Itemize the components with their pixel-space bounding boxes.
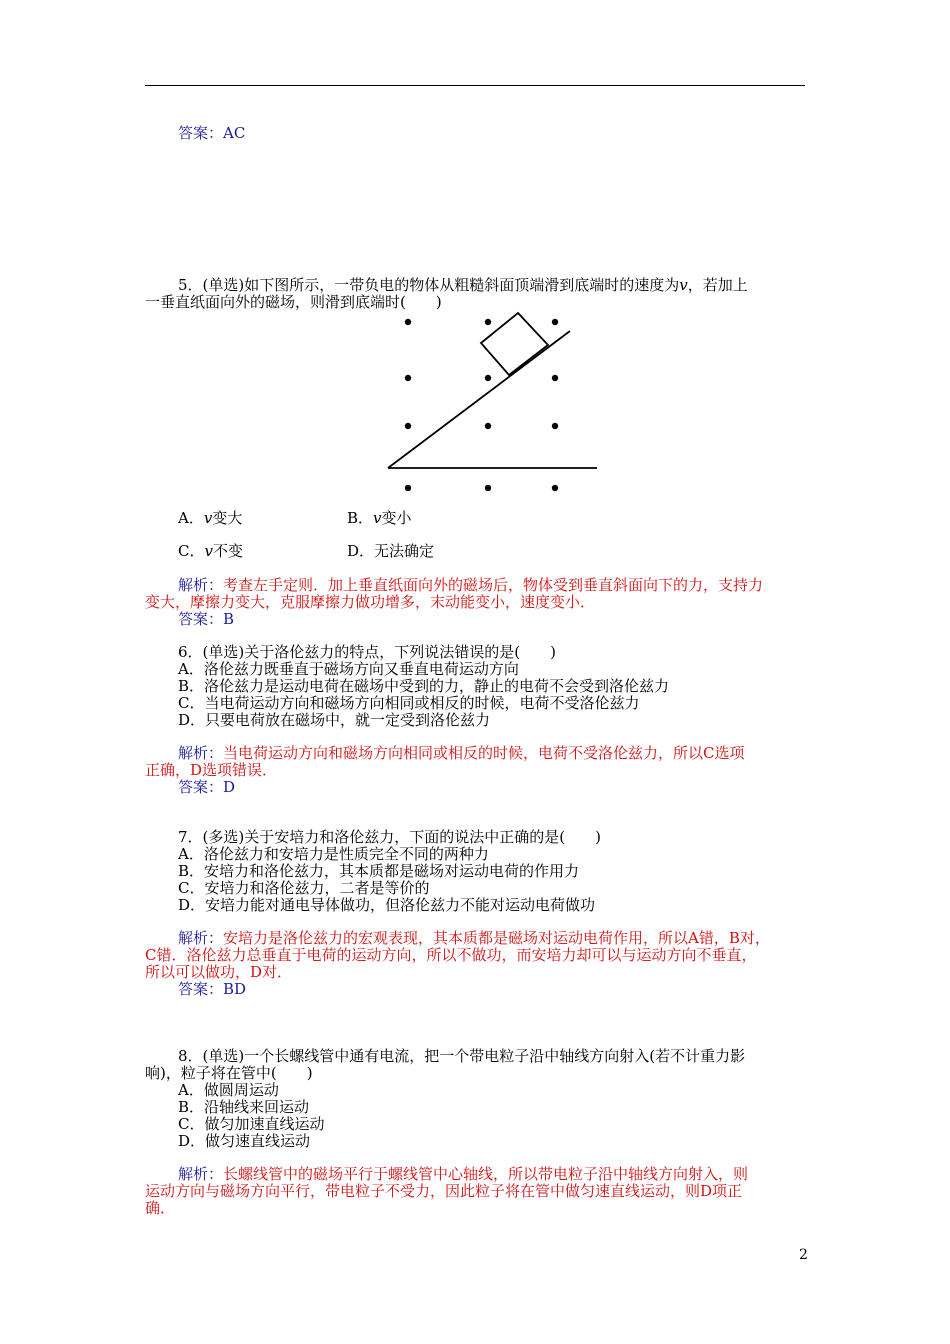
q7-option-c: C．安培力和洛伦兹力，二者是等价的 [178, 879, 430, 897]
q8-analysis-line3: 确． [145, 1199, 176, 1217]
q7-option-a: A．洛伦兹力和安培力是性质完全不同的两种力 [178, 845, 489, 863]
field-dot [552, 485, 558, 491]
q6-option-a: A．洛伦兹力既垂直于磁场方向又垂直电荷运动方向 [178, 660, 519, 678]
q7-stem: 7．(多选)关于安培力和洛伦兹力，下面的说法中正确的是( ) [178, 828, 601, 846]
q5-stem-line2: 一垂直纸面向外的磁场，则滑到底端时( ) [145, 293, 442, 311]
q5-stem-line1: 5．(单选)如下图所示，一带负电的物体从粗糙斜面顶端滑到底端时的速度为v，若加上 [178, 276, 748, 294]
field-dot [405, 485, 411, 491]
q8-option-a: A．做圆周运动 [178, 1081, 279, 1099]
page-number: 2 [799, 1247, 808, 1263]
q8-stem-line2: 响)，粒子将在管中( ) [145, 1064, 313, 1082]
q5-option-d: D．无法确定 [347, 542, 435, 560]
q8-analysis-line2: 运动方向与磁场方向平行，带电粒子不受力，因此粒子将在管中做匀速直线运动，则D项正 [145, 1182, 743, 1200]
incline-surface [388, 331, 570, 468]
field-dot [485, 423, 491, 429]
q8-analysis-line1: 解析：长螺线管中的磁场平行于螺线管中心轴线，所以带电粒子沿中轴线方向射入，则 [178, 1165, 749, 1183]
q7-analysis-line1: 解析：安培力是洛伦兹力的宏观表现，其本质都是磁场对运动电荷作用，所以A错，B对， [178, 929, 770, 947]
q7-option-b: B．安培力和洛伦兹力，其本质都是磁场对运动电荷的作用力 [178, 862, 580, 880]
field-dot [552, 375, 558, 381]
field-dot [485, 375, 491, 381]
q6-option-c: C．当电荷运动方向和磁场方向相同或相反的时候，电荷不受洛伦兹力 [178, 694, 640, 712]
q6-stem: 6．(单选)关于洛伦兹力的特点，下列说法错误的是( ) [178, 643, 556, 661]
q7-answer: 答案：BD [178, 980, 247, 998]
q4-answer: 答案：AC [178, 124, 246, 142]
field-dot [552, 423, 558, 429]
q5-option-b: B．v变小 [347, 509, 412, 527]
q6-analysis-line1: 解析：当电荷运动方向和磁场方向相同或相反的时候，电荷不受洛伦兹力，所以C选项 [178, 744, 745, 762]
q5-analysis-line1: 解析：考查左手定则．加上垂直纸面向外的磁场后，物体受到垂直斜面向下的力，支持力 [178, 576, 764, 594]
q8-option-b: B．沿轴线来回运动 [178, 1098, 310, 1116]
field-dot [405, 319, 411, 325]
q7-analysis-line2: C错．洛伦兹力总垂直于电荷的运动方向，所以不做功，而安培力却可以与运动方向不垂直， [145, 946, 757, 964]
field-dot [485, 485, 491, 491]
field-dot [405, 375, 411, 381]
q5-answer: 答案：B [178, 610, 235, 628]
q8-stem-line1: 8．(单选)一个长螺线管中通有电流，把一个带电粒子沿中轴线方向射入(若不计重力影 [178, 1047, 746, 1065]
q5-option-a: A．v变大 [178, 509, 243, 527]
q6-answer: 答案：D [178, 778, 236, 796]
field-dot [485, 319, 491, 325]
q8-option-d: D．做匀速直线运动 [178, 1132, 311, 1150]
header-rule [145, 85, 805, 86]
incline-magnetic-field-figure [380, 305, 605, 495]
q6-option-b: B．洛伦兹力是运动电荷在磁场中受到的力，静止的电荷不会受到洛伦兹力 [178, 677, 670, 695]
q6-analysis-line2: 正确，D选项错误． [145, 761, 278, 779]
q7-option-d: D．安培力能对通电导体做功，但洛伦兹力不能对运动电荷做功 [178, 896, 596, 914]
q7-analysis-line3: 所以可以做功，D对． [145, 963, 293, 981]
field-dot [405, 423, 411, 429]
q8-option-c: C．做匀加速直线运动 [178, 1115, 325, 1133]
q6-option-d: D．只要电荷放在磁场中，就一定受到洛伦兹力 [178, 711, 491, 729]
q5-analysis-line2: 变大，摩擦力变大，克服摩擦力做功增多，末动能变小，速度变小． [145, 593, 596, 611]
field-dot [552, 319, 558, 325]
q5-option-c: C．v不变 [178, 542, 243, 560]
